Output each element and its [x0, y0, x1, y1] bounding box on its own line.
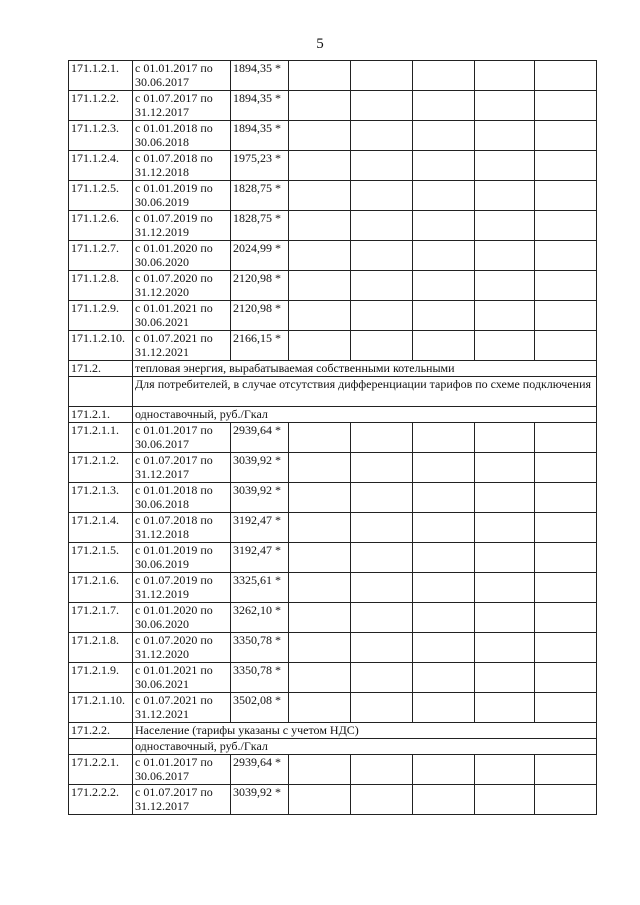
row-code: 171.1.2.10.: [69, 331, 133, 361]
section-title: Население (тарифы указаны с учетом НДС): [133, 723, 597, 739]
period-to: 31.12.2018: [135, 527, 189, 541]
period-cell: [133, 573, 231, 603]
empty-cell: [413, 755, 475, 785]
period-cell: [133, 151, 231, 181]
tariff-value: 2120,98 *: [231, 271, 289, 301]
tariff-value: 3039,92 *: [231, 483, 289, 513]
period-to: 31.12.2020: [135, 647, 189, 661]
period-from: с 01.07.2021 по: [135, 331, 213, 345]
period-cell: [133, 543, 231, 573]
period-from: с 01.01.2021 по: [135, 663, 213, 677]
empty-cell: [535, 483, 597, 513]
period-to: 31.12.2019: [135, 225, 189, 239]
empty-cell: [535, 151, 597, 181]
empty-cell: [351, 453, 413, 483]
tariff-row: [69, 633, 597, 663]
period-cell: [133, 121, 231, 151]
tariff-value: 3039,92 *: [231, 453, 289, 483]
empty-cell: [289, 61, 351, 91]
empty-cell: [475, 423, 535, 453]
section-title: тепловая энергия, вырабатываемая собственными котельными: [133, 361, 597, 377]
period-to: 30.06.2018: [135, 497, 189, 511]
tariff-row: [69, 271, 597, 301]
empty-cell: [475, 543, 535, 573]
tariff-row: [69, 543, 597, 573]
empty-cell: [289, 121, 351, 151]
tariff-value: 3192,47 *: [231, 543, 289, 573]
period-to: 30.06.2021: [135, 315, 189, 329]
row-code: 171.2.1.2.: [69, 453, 133, 483]
empty-cell: [535, 121, 597, 151]
period-from: с 01.01.2020 по: [135, 241, 213, 255]
empty-cell: [475, 61, 535, 91]
row-code: 171.2.1.1.: [69, 423, 133, 453]
period-to: 31.12.2019: [135, 587, 189, 601]
tariff-row: [69, 603, 597, 633]
empty-cell: [475, 603, 535, 633]
empty-cell: [289, 241, 351, 271]
empty-cell: [413, 271, 475, 301]
empty-cell: [413, 423, 475, 453]
empty-cell: [535, 693, 597, 723]
period-cell: [133, 301, 231, 331]
empty-cell: [535, 331, 597, 361]
tariff-row: [69, 693, 597, 723]
period-cell: [133, 241, 231, 271]
tariff-value: 1894,35 *: [231, 91, 289, 121]
tariff-row: [69, 121, 597, 151]
empty-cell: [289, 211, 351, 241]
period-from: с 01.01.2017 по: [135, 61, 213, 75]
empty-cell: [413, 483, 475, 513]
section-title: одноставочный, руб./Гкал: [133, 407, 597, 423]
empty-cell: [413, 301, 475, 331]
period-from: с 01.01.2018 по: [135, 483, 213, 497]
row-code: 171.2.2.2.: [69, 785, 133, 815]
period-to: 31.12.2018: [135, 165, 189, 179]
row-code: 171.1.2.2.: [69, 91, 133, 121]
empty-cell: [475, 663, 535, 693]
empty-cell: [351, 633, 413, 663]
tariff-table-body: [69, 61, 597, 815]
section-row: [69, 377, 597, 407]
empty-cell: [289, 543, 351, 573]
empty-cell: [475, 121, 535, 151]
empty-cell: [413, 785, 475, 815]
empty-cell: [535, 513, 597, 543]
tariff-value: 2939,64 *: [231, 755, 289, 785]
empty-cell: [413, 121, 475, 151]
period-to: 30.06.2017: [135, 769, 189, 783]
tariff-row: [69, 241, 597, 271]
empty-cell: [289, 603, 351, 633]
empty-cell: [289, 513, 351, 543]
row-code: 171.2.1.8.: [69, 633, 133, 663]
period-to: 31.12.2020: [135, 285, 189, 299]
empty-cell: [535, 241, 597, 271]
period-cell: [133, 483, 231, 513]
period-to: 30.06.2021: [135, 677, 189, 691]
empty-cell: [351, 91, 413, 121]
tariff-row: [69, 483, 597, 513]
tariff-row: [69, 785, 597, 815]
empty-cell: [475, 573, 535, 603]
empty-cell: [475, 211, 535, 241]
empty-cell: [351, 181, 413, 211]
tariff-row: [69, 211, 597, 241]
row-code: 171.1.2.6.: [69, 211, 133, 241]
period-cell: [133, 453, 231, 483]
period-cell: [133, 755, 231, 785]
empty-cell: [475, 271, 535, 301]
period-cell: [133, 211, 231, 241]
tariff-value: 3192,47 *: [231, 513, 289, 543]
empty-cell: [289, 423, 351, 453]
period-to: 30.06.2020: [135, 255, 189, 269]
empty-cell: [535, 755, 597, 785]
period-from: с 01.01.2020 по: [135, 603, 213, 617]
period-cell: [133, 61, 231, 91]
row-code: 171.2.1.9.: [69, 663, 133, 693]
empty-cell: [535, 181, 597, 211]
section-row: [69, 723, 597, 739]
empty-cell: [535, 211, 597, 241]
period-cell: [133, 181, 231, 211]
section-row: [69, 361, 597, 377]
empty-cell: [289, 151, 351, 181]
empty-cell: [475, 301, 535, 331]
period-from: с 01.07.2017 по: [135, 91, 213, 105]
empty-cell: [351, 573, 413, 603]
period-from: с 01.07.2017 по: [135, 453, 213, 467]
empty-cell: [475, 181, 535, 211]
tariff-row: [69, 61, 597, 91]
empty-cell: [535, 301, 597, 331]
empty-cell: [351, 785, 413, 815]
empty-cell: [413, 573, 475, 603]
period-from: с 01.07.2020 по: [135, 633, 213, 647]
empty-cell: [351, 603, 413, 633]
period-to: 30.06.2017: [135, 437, 189, 451]
row-code: 171.2.1.: [69, 407, 133, 423]
period-cell: [133, 91, 231, 121]
tariff-value: 3262,10 *: [231, 603, 289, 633]
tariff-row: [69, 91, 597, 121]
empty-cell: [413, 181, 475, 211]
empty-cell: [413, 543, 475, 573]
empty-cell: [289, 663, 351, 693]
period-from: с 01.01.2018 по: [135, 121, 213, 135]
period-to: 30.06.2018: [135, 135, 189, 149]
empty-cell: [475, 755, 535, 785]
empty-cell: [289, 755, 351, 785]
row-code: 171.2.1.4.: [69, 513, 133, 543]
row-code: 171.1.2.8.: [69, 271, 133, 301]
period-from: с 01.07.2019 по: [135, 211, 213, 225]
empty-cell: [475, 91, 535, 121]
tariff-row: [69, 301, 597, 331]
period-cell: [133, 331, 231, 361]
tariff-row: [69, 331, 597, 361]
section-title: Для потребителей, в случае отсутствия дифференциации тарифов по схеме подключения: [133, 377, 597, 407]
empty-cell: [413, 453, 475, 483]
empty-cell: [413, 603, 475, 633]
empty-cell: [535, 91, 597, 121]
period-to: 30.06.2019: [135, 557, 189, 571]
empty-cell: [413, 663, 475, 693]
row-code: 171.2.1.10.: [69, 693, 133, 723]
empty-cell: [413, 331, 475, 361]
empty-cell: [351, 483, 413, 513]
row-code: [69, 739, 133, 755]
empty-cell: [351, 663, 413, 693]
empty-cell: [351, 121, 413, 151]
empty-cell: [475, 483, 535, 513]
empty-cell: [351, 301, 413, 331]
period-cell: [133, 663, 231, 693]
period-to: 31.12.2021: [135, 707, 189, 721]
period-to: 30.06.2019: [135, 195, 189, 209]
tariff-value: 1828,75 *: [231, 211, 289, 241]
period-from: с 01.01.2017 по: [135, 755, 213, 769]
empty-cell: [289, 573, 351, 603]
page-number: 5: [316, 36, 324, 52]
row-code: 171.1.2.7.: [69, 241, 133, 271]
tariff-value: 2120,98 *: [231, 301, 289, 331]
period-from: с 01.07.2018 по: [135, 151, 213, 165]
empty-cell: [535, 453, 597, 483]
row-code: 171.1.2.5.: [69, 181, 133, 211]
row-code: 171.1.2.1.: [69, 61, 133, 91]
empty-cell: [289, 271, 351, 301]
row-code: 171.1.2.9.: [69, 301, 133, 331]
empty-cell: [475, 241, 535, 271]
tariff-value: 3039,92 *: [231, 785, 289, 815]
empty-cell: [289, 633, 351, 663]
empty-cell: [289, 181, 351, 211]
tariff-row: [69, 573, 597, 603]
empty-cell: [351, 755, 413, 785]
empty-cell: [535, 271, 597, 301]
row-code: 171.2.1.7.: [69, 603, 133, 633]
period-to: 30.06.2020: [135, 617, 189, 631]
tariff-value: 2024,99 *: [231, 241, 289, 271]
empty-cell: [475, 151, 535, 181]
empty-cell: [351, 241, 413, 271]
period-to: 30.06.2017: [135, 75, 189, 89]
empty-cell: [535, 603, 597, 633]
tariff-value: 1975,23 *: [231, 151, 289, 181]
empty-cell: [535, 785, 597, 815]
tariff-table: [68, 60, 597, 815]
period-from: с 01.01.2019 по: [135, 543, 213, 557]
period-from: с 01.07.2020 по: [135, 271, 213, 285]
empty-cell: [535, 633, 597, 663]
empty-cell: [475, 633, 535, 663]
empty-cell: [413, 211, 475, 241]
empty-cell: [289, 453, 351, 483]
period-from: с 01.01.2021 по: [135, 301, 213, 315]
empty-cell: [535, 61, 597, 91]
period-cell: [133, 423, 231, 453]
period-cell: [133, 513, 231, 543]
empty-cell: [351, 513, 413, 543]
period-cell: [133, 603, 231, 633]
empty-cell: [475, 513, 535, 543]
row-code: 171.2.1.5.: [69, 543, 133, 573]
empty-cell: [413, 513, 475, 543]
empty-cell: [351, 331, 413, 361]
empty-cell: [351, 61, 413, 91]
tariff-value: 3502,08 *: [231, 693, 289, 723]
tariff-value: 3350,78 *: [231, 633, 289, 663]
empty-cell: [413, 61, 475, 91]
row-code: 171.1.2.3.: [69, 121, 133, 151]
empty-cell: [289, 483, 351, 513]
empty-cell: [289, 785, 351, 815]
period-to: 31.12.2017: [135, 105, 189, 119]
period-cell: [133, 785, 231, 815]
empty-cell: [535, 423, 597, 453]
empty-cell: [413, 633, 475, 663]
tariff-row: [69, 151, 597, 181]
empty-cell: [351, 211, 413, 241]
empty-cell: [413, 151, 475, 181]
period-from: с 01.01.2017 по: [135, 423, 213, 437]
period-from: с 01.07.2021 по: [135, 693, 213, 707]
period-to: 31.12.2017: [135, 799, 189, 813]
empty-cell: [289, 693, 351, 723]
period-to: 31.12.2021: [135, 345, 189, 359]
period-cell: [133, 633, 231, 663]
empty-cell: [475, 693, 535, 723]
tariff-row: [69, 663, 597, 693]
empty-cell: [535, 543, 597, 573]
period-cell: [133, 693, 231, 723]
period-from: с 01.07.2017 по: [135, 785, 213, 799]
tariff-row: [69, 423, 597, 453]
empty-cell: [351, 271, 413, 301]
period-from: с 01.07.2018 по: [135, 513, 213, 527]
empty-cell: [535, 663, 597, 693]
tariff-row: [69, 181, 597, 211]
row-code: 171.2.2.1.: [69, 755, 133, 785]
tariff-value: 3350,78 *: [231, 663, 289, 693]
tariff-value: 1828,75 *: [231, 181, 289, 211]
tariff-value: 2166,15 *: [231, 331, 289, 361]
empty-cell: [289, 301, 351, 331]
empty-cell: [351, 693, 413, 723]
row-code: 171.2.1.6.: [69, 573, 133, 603]
empty-cell: [475, 785, 535, 815]
section-row: [69, 739, 597, 755]
row-code: 171.2.2.: [69, 723, 133, 739]
period-to: 31.12.2017: [135, 467, 189, 481]
tariff-value: 1894,35 *: [231, 121, 289, 151]
period-cell: [133, 271, 231, 301]
tariff-value: 3325,61 *: [231, 573, 289, 603]
empty-cell: [413, 91, 475, 121]
tariff-row: [69, 755, 597, 785]
section-title: одноставочный, руб./Гкал: [133, 739, 597, 755]
empty-cell: [351, 543, 413, 573]
row-code: 171.1.2.4.: [69, 151, 133, 181]
empty-cell: [475, 331, 535, 361]
period-from: с 01.01.2019 по: [135, 181, 213, 195]
row-code: [69, 377, 133, 407]
row-code: 171.2.1.3.: [69, 483, 133, 513]
empty-cell: [475, 453, 535, 483]
period-from: с 01.07.2019 по: [135, 573, 213, 587]
tariff-row: [69, 453, 597, 483]
tariff-value: 1894,35 *: [231, 61, 289, 91]
row-code: 171.2.: [69, 361, 133, 377]
empty-cell: [289, 331, 351, 361]
empty-cell: [351, 423, 413, 453]
tariff-row: [69, 513, 597, 543]
section-row: [69, 407, 597, 423]
empty-cell: [289, 91, 351, 121]
tariff-value: 2939,64 *: [231, 423, 289, 453]
empty-cell: [413, 693, 475, 723]
empty-cell: [535, 573, 597, 603]
empty-cell: [413, 241, 475, 271]
empty-cell: [351, 151, 413, 181]
